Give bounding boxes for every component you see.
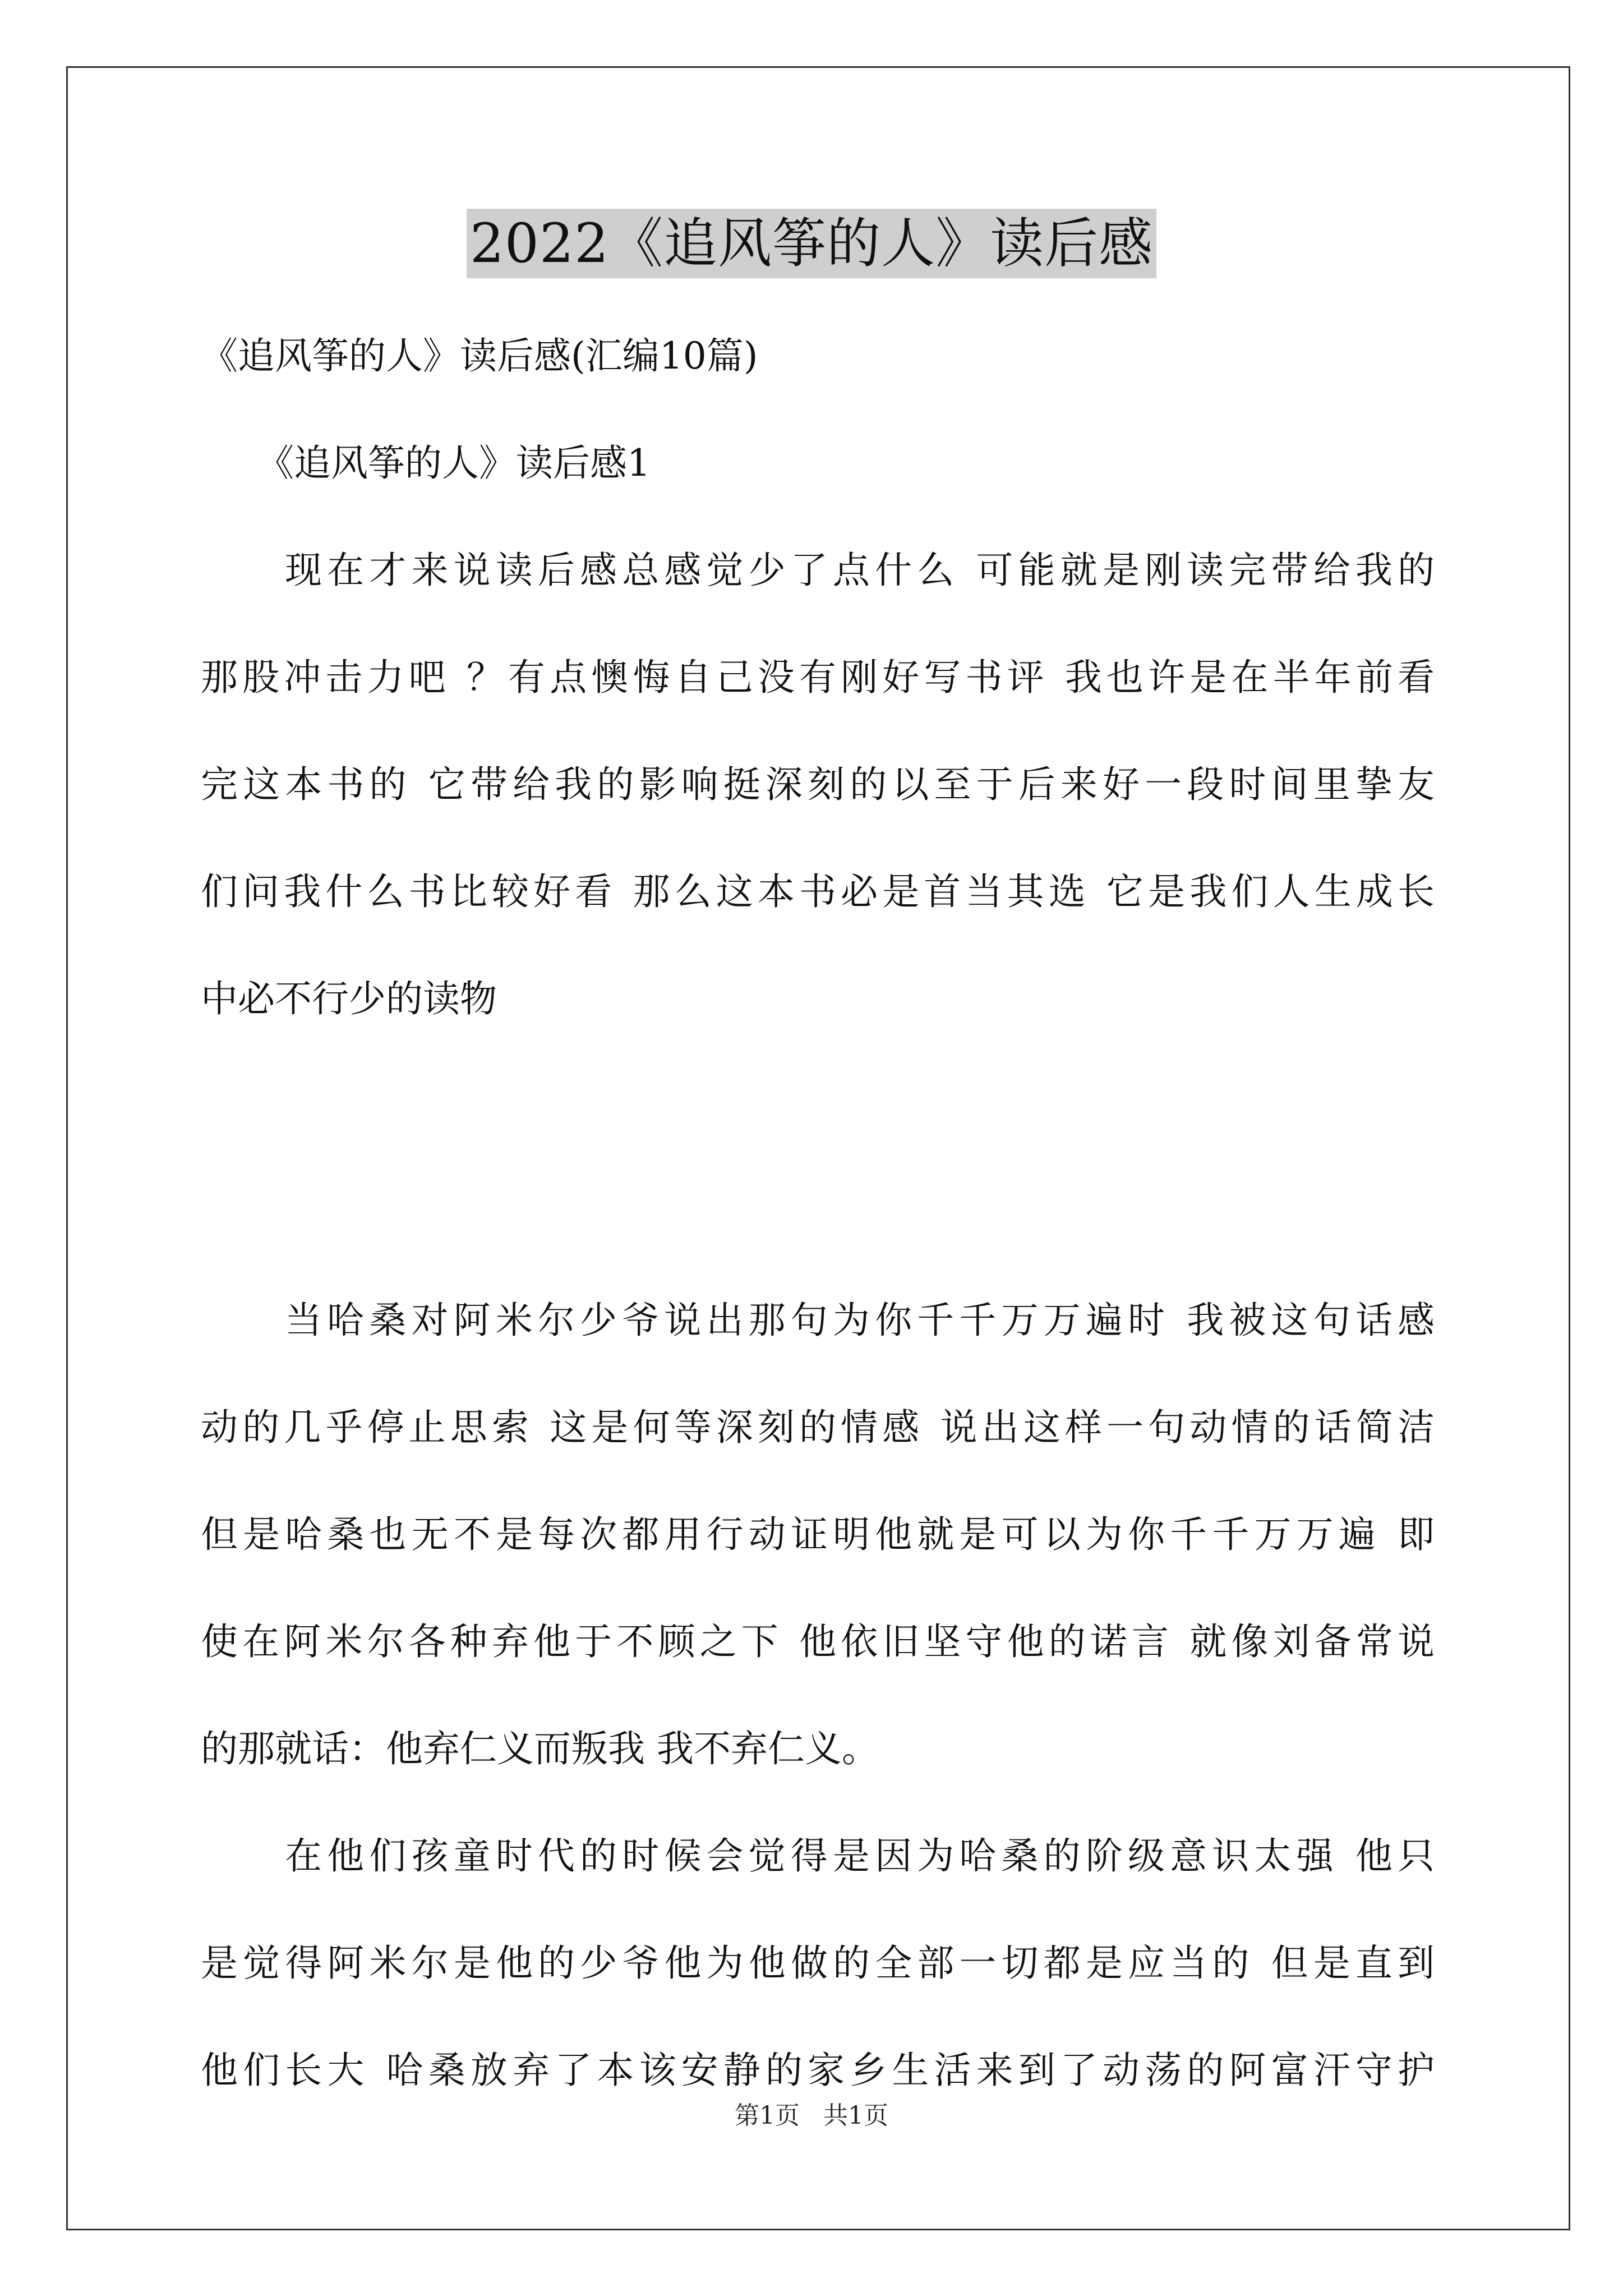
document-title: 2022《追风筝的人》读后感	[467, 209, 1156, 278]
page-number: 第1页	[735, 2101, 800, 2130]
paragraph-3	[201, 1814, 1435, 2136]
paragraph-2	[201, 1278, 1435, 1814]
paragraph-line: 是觉得阿米尔是他的少爷他为他做的全部一切都是应当的 但是直到	[201, 1941, 1435, 1985]
paragraph-line: 当哈桑对阿米尔少爷说出那句为你千千万万遍时 我被这句话感	[285, 1299, 1435, 1342]
paragraph-line: 现在才来说读后感总感觉少了点什么 可能就是刚读完带给我的	[285, 549, 1435, 592]
document-body	[201, 314, 1435, 2136]
paragraph-gap	[201, 1064, 1435, 1278]
paragraph-line: 的那就话：他弃仁义而叛我 我不弃仁义。	[201, 1727, 879, 1770]
section-heading: 《追风筝的人》读后感1	[257, 441, 651, 485]
paragraph-line: 中必不行少的读物	[201, 977, 497, 1020]
paragraph-line: 他们长大 哈桑放弃了本该安静的家乡生活来到了动荡的阿富汗守护	[201, 2049, 1435, 2092]
paragraph-line: 使在阿米尔各种弃他于不顾之下 他依旧坚守他的诺言 就像刘备常说	[201, 1620, 1435, 1663]
paragraph-line: 完这本书的 它带给我的影响挺深刻的以至于后来好一段时间里挚友	[201, 763, 1435, 806]
page-total: 共1页	[823, 2101, 888, 2130]
paragraph-1	[201, 528, 1435, 1064]
paragraph-line: 们问我什么书比较好看 那么这本书必是首当其选 它是我们人生成长	[201, 870, 1435, 913]
page-footer	[0, 2095, 1623, 2131]
title-container	[0, 209, 1623, 278]
paragraph-line: 在他们孩童时代的时候会觉得是因为哈桑的阶级意识太强 他只	[285, 1834, 1435, 1878]
document-subtitle: 《追风筝的人》读后感(汇编10篇)	[201, 334, 758, 378]
paragraph-line: 动的几乎停止思索 这是何等深刻的情感 说出这样一句动情的话简洁	[201, 1406, 1435, 1449]
paragraph-line: 但是哈桑也无不是每次都用行动证明他就是可以为你千千万万遍 即	[201, 1513, 1435, 1556]
paragraph-line: 那股冲击力吧 ？有点懊悔自己没有刚好写书评 我也许是在半年前看	[201, 656, 1435, 699]
